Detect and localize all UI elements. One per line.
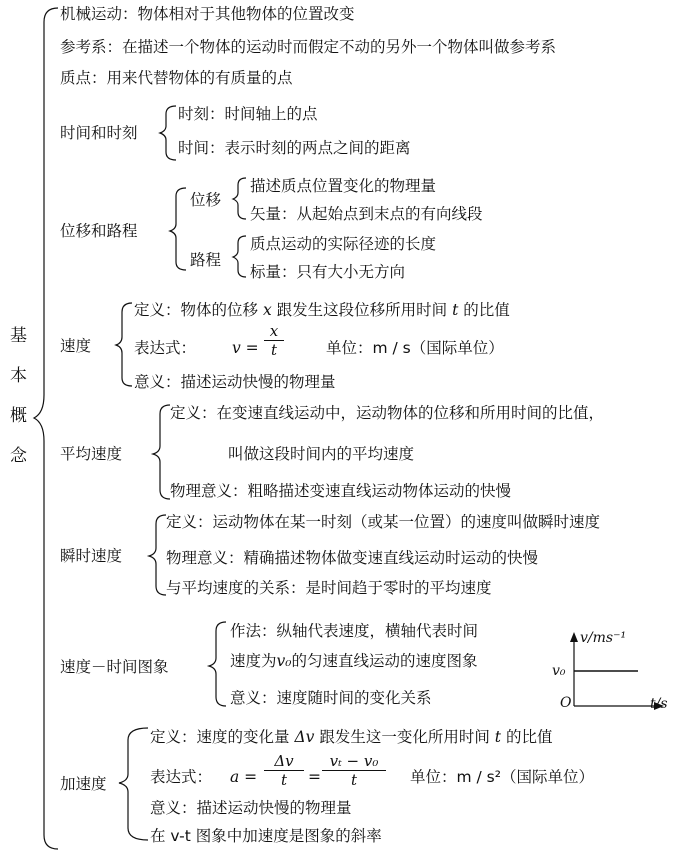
acc-unit: 单位：m / s²（国际单位） (410, 768, 594, 786)
disp-desc-1: 描述质点位置变化的物理量 (250, 177, 437, 195)
root-char-4: 念 (10, 446, 27, 466)
path-desc-1: 质点运动的实际径迹的长度 (250, 235, 437, 253)
vel-unit: 单位：m / s（国际单位） (326, 339, 504, 357)
acc-meaning: 意义：描述运动快慢的物理量 (150, 799, 352, 817)
vt-brace (209, 622, 226, 706)
acc-definition: 定义：速度的变化量 Δv 跟发生这一变化所用时间 t 的比值 (150, 728, 553, 746)
vel-meaning: 意义：描述运动快慢的物理量 (134, 373, 336, 391)
reference-frame: 参考系：在描述一个物体的运动时而假定不动的另外一个物体叫做参考系 (60, 38, 557, 56)
vt-constant: 速度为v₀的匀速直线运动的速度图象 (230, 652, 478, 670)
inst-title: 瞬时速度 (60, 547, 123, 565)
root-char-1: 基 (10, 326, 27, 346)
particle: 质点：用来代替物体的有质量的点 (60, 69, 293, 87)
root-brace (34, 8, 58, 849)
avg-phys: 物理意义：粗略描述变速直线运动物体运动的快慢 (170, 482, 512, 500)
disp-label: 位移 (190, 191, 222, 209)
time-moment: 时刻：时间轴上的点 (178, 105, 318, 123)
disp-path-brace (170, 188, 186, 270)
path-brace (233, 236, 246, 277)
time-brace (160, 106, 176, 160)
acc-slope: 在 v-t 图象中加速度是图象的斜率 (150, 827, 382, 845)
root-char-3: 概 (10, 406, 27, 426)
path-desc-2: 标量：只有大小无方向 (250, 263, 406, 281)
graph-y-label: v/ms⁻¹ (580, 630, 627, 646)
vt-method: 作法：纵轴代表速度，横轴代表时间 (230, 622, 479, 640)
vt-title: 速度－时间图象 (60, 658, 169, 676)
graph-y-arrow (570, 632, 578, 642)
time-title: 时间和时刻 (60, 124, 138, 142)
vel-formula-lhs: v = (232, 339, 259, 357)
disp-brace (233, 178, 246, 219)
disp-title: 位移和路程 (60, 222, 138, 240)
acc-expression-label: 表达式： (150, 768, 213, 786)
avg-title: 平均速度 (60, 445, 123, 463)
avg-brace (153, 405, 170, 499)
avg-def-1: 定义：在变速直线运动中，运动物体的位移和所用时间的比值， (170, 404, 605, 422)
vel-expression-label: 表达式： (134, 339, 197, 357)
vel-definition: 定义：物体的位移 x 跟发生这段位移所用时间 t 的比值 (134, 301, 510, 319)
vel-fraction: $\frac{x}{t}$ (264, 322, 284, 359)
vt-meaning: 意义：速度随时间的变化关系 (230, 689, 432, 707)
acc-brace (119, 728, 148, 840)
inst-phys: 物理意义：精确描述物体做变速直线运动时运动的快慢 (166, 549, 539, 567)
mech-motion: 机械运动：物体相对于其他物体的位置改变 (60, 5, 355, 23)
vel-title: 速度 (60, 337, 92, 355)
acc-title: 加速度 (60, 775, 107, 793)
root-char-2: 本 (10, 366, 27, 386)
vel-brace (116, 303, 132, 386)
inst-rel: 与平均速度的关系：是时间趋于零时的平均速度 (166, 579, 492, 597)
graph-x-label: t/s (650, 696, 668, 712)
avg-def-2: 叫做这段时间内的平均速度 (228, 445, 415, 463)
graph-origin: O (560, 695, 572, 711)
graph-v0-label: v₀ (552, 663, 566, 679)
acc-equals: = (308, 768, 321, 786)
acc-formula-lhs: a = (230, 768, 258, 786)
time-interval: 时间：表示时刻的两点之间的距离 (178, 139, 411, 157)
inst-def: 定义：运动物体在某一时刻（或某一位置）的速度叫做瞬时速度 (166, 513, 601, 531)
disp-desc-2: 矢量：从起始点到末点的有向线段 (250, 205, 483, 223)
acc-fraction-1: $\frac{\Delta v}{t}$ (264, 752, 304, 789)
inst-brace (149, 515, 166, 595)
path-label: 路程 (190, 251, 222, 269)
acc-fraction-2: $\frac{\text{vₜ − v₀}}{t}$ (322, 752, 386, 789)
